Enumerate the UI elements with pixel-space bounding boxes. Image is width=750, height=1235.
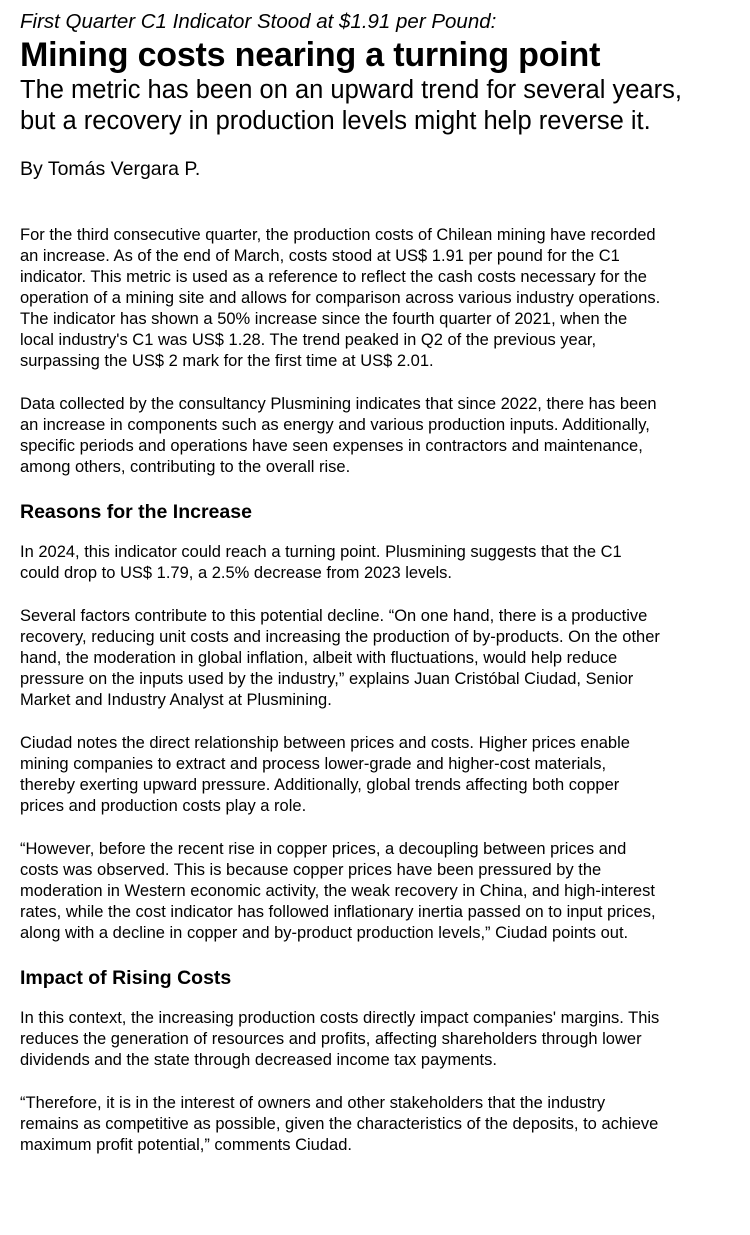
body-paragraph bbox=[20, 225, 750, 372]
article-deck bbox=[20, 75, 750, 137]
body-paragraph bbox=[20, 1093, 750, 1156]
body-paragraph bbox=[20, 733, 750, 817]
paragraph-line: could drop to US$ 1.79, a 2.5% decrease from 2023 levels. bbox=[20, 564, 453, 582]
paragraph-line: among others, contributing to the overall rise. bbox=[20, 458, 351, 476]
paragraph-line: reduces the generation of resources and profits, affecting shareholders through lower bbox=[20, 1030, 642, 1048]
paragraph-line: Market and Industry Analyst at Plusmining. bbox=[20, 691, 332, 709]
paragraph-line: thereby exerting upward pressure. Additionally, global trends affecting both copper bbox=[20, 776, 620, 794]
section-heading-reasons: Reasons for the Increase bbox=[20, 501, 252, 523]
paragraph-line: local industry's C1 was US$ 1.28. The trend peaked in Q2 of the previous year, bbox=[20, 331, 597, 349]
paragraph-line: mining companies to extract and process lower-grade and higher-cost materials, bbox=[20, 755, 607, 773]
paragraph-line: moderation in Western economic activity, the weak recovery in China, and high-interest bbox=[20, 882, 655, 900]
paragraph-line: rates, while the cost indicator has followed inflationary inertia passed on to input prices, bbox=[20, 903, 656, 921]
paragraph-line: an increase in components such as energy and various production inputs. Additionally, bbox=[20, 416, 650, 434]
paragraph-line: The indicator has shown a 50% increase since the fourth quarter of 2021, when the bbox=[20, 310, 628, 328]
paragraph-line: recovery, reducing unit costs and increasing the production of by-products. On the other bbox=[20, 628, 660, 646]
paragraph-line: along with a decline in copper and by-product production levels,” Ciudad points out. bbox=[20, 924, 629, 942]
paragraph-line: Several factors contribute to this potential decline. “On one hand, there is a productive bbox=[20, 607, 648, 625]
article-byline: By Tomás Vergara P. bbox=[20, 158, 201, 180]
article-body bbox=[20, 225, 750, 1156]
article-headline: Mining costs nearing a turning point bbox=[20, 36, 601, 74]
paragraph-line: remains as competitive as possible, given the characteristics of the deposits, to achieve bbox=[20, 1115, 659, 1133]
paragraph-line: indicator. This metric is used as a reference to reflect the cash costs necessary for the bbox=[20, 268, 647, 286]
article-kicker: First Quarter C1 Indicator Stood at $1.91 per Pound: bbox=[20, 10, 497, 33]
paragraph-line: hand, the moderation in global inflation, albeit with fluctuations, would help reduce bbox=[20, 649, 618, 667]
paragraph-line: For the third consecutive quarter, the production costs of Chilean mining have recorded bbox=[20, 226, 656, 244]
body-paragraph bbox=[20, 606, 750, 711]
paragraph-line: In 2024, this indicator could reach a turning point. Plusmining suggests that the C1 bbox=[20, 543, 622, 561]
paragraph-line: prices and production costs play a role. bbox=[20, 797, 307, 815]
paragraph-line: maximum profit potential,” comments Ciudad. bbox=[20, 1136, 352, 1154]
body-paragraph bbox=[20, 542, 750, 584]
paragraph-line: In this context, the increasing production costs directly impact companies' margins. This bbox=[20, 1009, 660, 1027]
deck-line: but a recovery in production levels might help reverse it. bbox=[20, 107, 651, 135]
paragraph-line: “However, before the recent rise in copper prices, a decoupling between prices and bbox=[20, 840, 627, 858]
paragraph-line: “Therefore, it is in the interest of owners and other stakeholders that the industry bbox=[20, 1094, 606, 1112]
body-paragraph bbox=[20, 1008, 750, 1071]
paragraph-line: pressure on the inputs used by the industry,” explains Juan Cristóbal Ciudad, Senior bbox=[20, 670, 634, 688]
deck-line: The metric has been on an upward trend for several years, bbox=[20, 76, 682, 104]
body-paragraph bbox=[20, 394, 750, 478]
paragraph-line: Ciudad notes the direct relationship between prices and costs. Higher prices enable bbox=[20, 734, 630, 752]
paragraph-line: specific periods and operations have seen expenses in contractors and maintenance, bbox=[20, 437, 643, 455]
paragraph-line: surpassing the US$ 2 mark for the first time at US$ 2.01. bbox=[20, 352, 434, 370]
paragraph-line: operation of a mining site and allows for comparison across various industry operations. bbox=[20, 289, 661, 307]
paragraph-line: dividends and the state through decreased income tax payments. bbox=[20, 1051, 497, 1069]
paragraph-line: an increase. As of the end of March, costs stood at US$ 1.91 per pound for the C1 bbox=[20, 247, 620, 265]
paragraph-line: Data collected by the consultancy Plusmining indicates that since 2022, there has been bbox=[20, 395, 657, 413]
paragraph-line: costs was observed. This is because copper prices have been pressured by the bbox=[20, 861, 602, 879]
body-paragraph bbox=[20, 839, 750, 944]
section-heading-impact: Impact of Rising Costs bbox=[20, 967, 232, 989]
